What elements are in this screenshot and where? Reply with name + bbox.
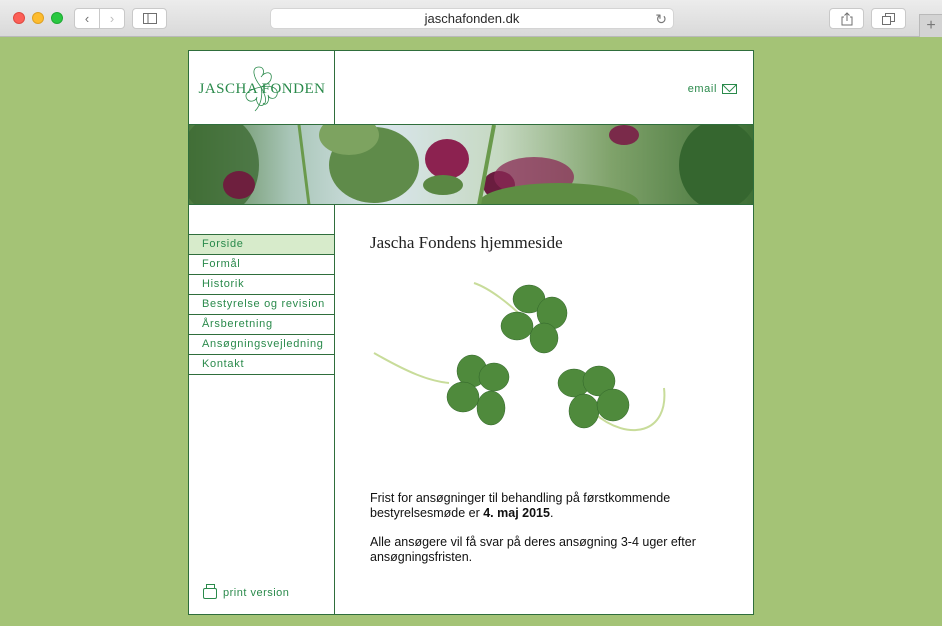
forward-button[interactable] [99, 8, 125, 29]
main-content [335, 205, 753, 614]
reload-icon[interactable]: ↻ [655, 11, 667, 27]
minimize-window-button[interactable] [32, 12, 44, 24]
chevron-left-icon: ‹ [84, 11, 90, 26]
logo-link[interactable] [189, 51, 335, 125]
nav-item-ansogningsvejledning[interactable]: Ansøgningsvejledning [189, 335, 334, 355]
deadline-text: Frist for ansøgninger til behandling på førstkommende bestyrelsesmøde er [370, 491, 671, 520]
print-version-link[interactable] [203, 587, 289, 599]
share-icon [841, 12, 853, 26]
nav-item-formal[interactable]: Formål [189, 255, 334, 275]
logo-text: JASCHA FONDEN [198, 81, 326, 97]
header-banner-image [189, 125, 753, 205]
nav-item-forside[interactable]: Forside [189, 235, 334, 255]
tabs-icon [882, 13, 895, 25]
share-button[interactable] [829, 8, 864, 29]
back-button[interactable] [74, 8, 100, 29]
site-header [189, 51, 753, 125]
website-page [188, 50, 754, 615]
show-tabs-button[interactable] [871, 8, 906, 29]
shamrock-illustration [369, 263, 699, 453]
page-title: Jascha Fondens hjemmeside [370, 233, 563, 252]
nav-item-bestyrelse[interactable]: Bestyrelse og revision [189, 295, 334, 315]
main-navigation [189, 205, 335, 614]
deadline-suffix: . [549, 506, 554, 520]
url-text: jaschafonden.dk [424, 11, 520, 26]
response-paragraph: Alle ansøgere vil få svar på deres ansøgning 3-4 uger efter ansøgningsfristen. [370, 535, 696, 564]
plus-icon: + [926, 17, 936, 34]
deadline-paragraph [370, 491, 710, 521]
browser-toolbar [0, 0, 942, 37]
flower-banner-art [189, 125, 753, 205]
printer-icon [203, 588, 217, 599]
new-tab-button[interactable] [919, 14, 942, 37]
nav-item-arsberetning[interactable]: Årsberetning [189, 315, 334, 335]
email-link[interactable] [688, 83, 737, 95]
nav-item-historik[interactable]: Historik [189, 275, 334, 295]
email-label: email [687, 83, 717, 95]
nav-item-kontakt[interactable]: Kontakt [189, 355, 334, 375]
sidebar-icon [143, 13, 157, 24]
address-bar[interactable] [270, 8, 674, 29]
print-label: print version [223, 587, 290, 599]
deadline-date: 4. maj 2015 [483, 506, 550, 520]
chevron-right-icon: › [109, 11, 115, 26]
zoom-window-button[interactable] [51, 12, 63, 24]
sidebar-toggle-button[interactable] [132, 8, 167, 29]
envelope-icon [722, 84, 737, 94]
close-window-button[interactable] [13, 12, 25, 24]
